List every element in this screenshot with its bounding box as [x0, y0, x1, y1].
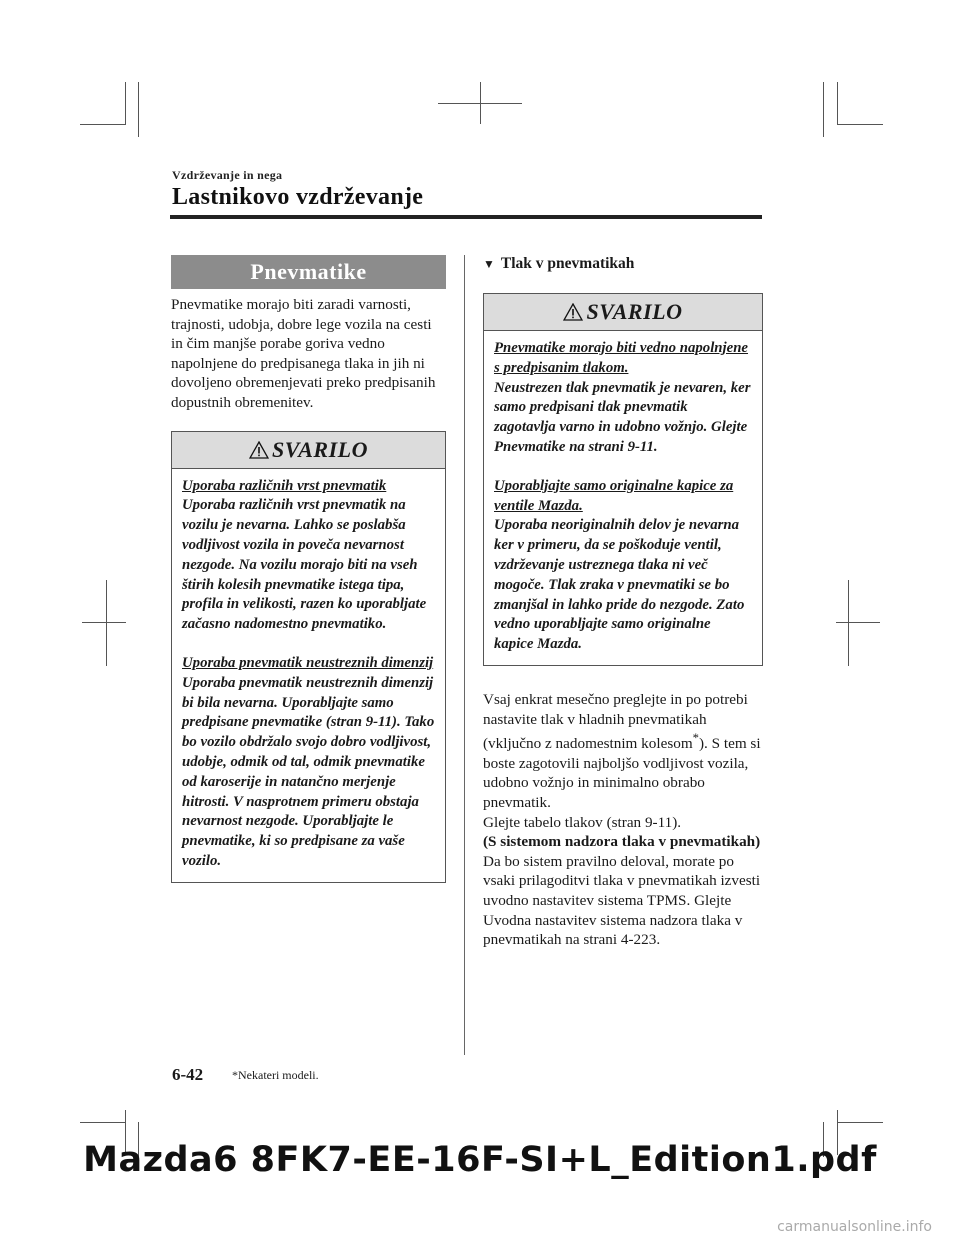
header-rule — [170, 215, 762, 219]
warning-subtitle: Pnevmatike morajo biti vedno napolnjene s predpisanim tlakom. — [494, 340, 749, 376]
section-label: Vzdrževanje in nega — [172, 168, 283, 182]
crop-mark — [106, 580, 107, 666]
warning-box-tire-types — [171, 431, 446, 883]
crop-mark — [837, 1122, 883, 1123]
crop-mark — [823, 82, 824, 137]
page-number: 6-42 — [172, 1065, 204, 1084]
paragraph-check-pressure — [483, 690, 763, 813]
paragraph-text: Vsaj enkrat mesečno preglejte in po potrebi nastavite tlak v hladnih pnevmatikah (vključno z nadomestnim kolesom — [483, 690, 748, 753]
warning-body — [484, 331, 762, 665]
crop-mark — [837, 124, 883, 125]
warning-text: Neustrezen tlak pnevmatik je nevaren, ker samo predpisani tlak pnevmatik zagotavlja varno in udobno vožnjo. Glejte Pnevmatike na strani 9-11. — [494, 379, 751, 455]
crop-mark — [848, 580, 849, 666]
site-watermark: carmanualsonline.info — [777, 1219, 932, 1235]
paragraph-tpms: Da bo sistem pravilno deloval, morate po vsaki prilagoditvi tlaka v pnevmatikah izvesti uvodno nastavitev sistema TPMS. Glejte Uvodna nastavitev sistema nadzora tlaka v pnevmatikah na strani 4-223. — [483, 852, 761, 949]
right-column — [483, 255, 763, 950]
intro-paragraph: Pnevmatike morajo biti zaradi varnosti, trajnosti, udobja, dobre lege vozila na cesti in čim manjše porabe goriva vedno napolnjene do predpisanega tlaka in jih ni dovoljeno obremenjevati preko predpisanih dopustnih obremenitev. — [171, 296, 436, 411]
warning-label: SVARILO — [586, 299, 683, 324]
paragraph-table-ref: Glejte tabelo tlakov (stran 9-11). — [483, 813, 682, 831]
crop-mark — [138, 82, 139, 137]
file-watermark: Mazda6 8FK7-EE-16F-SI+L_Edition1.pdf — [83, 1140, 877, 1180]
warning-subtitle: Uporaba različnih vrst pnevmatik — [182, 477, 387, 494]
crop-mark — [836, 622, 880, 623]
warning-body — [172, 469, 445, 882]
warning-text: Uporaba različnih vrst pnevmatik na vozilu je nevarna. Lahko se poslabša vodljivost vozila in poveča nevarnost nezgode. Na vozilu morajo biti na vseh štirih kolesih pnevmatike istega tipa, profila in velikosti, razen ko uporabljate začasno nadomestno pnevmatiko. — [182, 497, 427, 633]
paragraph-text: ). S tem si boste zagotovili najboljšo vodljivost vozila, udobno vožnjo in minimalno obrabo pnevmatik. — [483, 735, 761, 811]
footnote: *Nekateri modeli. — [232, 1068, 319, 1082]
crop-mark — [125, 82, 126, 124]
footnote-marker: * — [692, 731, 699, 746]
chapter-title: Lastnikovo vzdrževanje — [172, 184, 424, 210]
bold-note: (S sistemom nadzora tlaka v pnevmatikah) — [483, 833, 761, 851]
warning-text: Uporaba pnevmatik neustreznih dimenzij bi bila nevarna. Uporabljajte samo predpisane pnevmatike (stran 9-11). Tako bo vozilo obdržalo svojo dobro vodljivost, udobje, odmik od tal, odmik pnevmatike od karoserije in natančno merjenje hitrosti. V nasprotnem primeru obstaja nevarnost nezgode. Uporabljajte le pnevmatike, ki so predpisane za vaše vozilo. — [182, 674, 435, 869]
crop-mark — [80, 1122, 126, 1123]
warning-header — [172, 432, 445, 469]
warning-box-tire-pressure — [483, 293, 763, 666]
crop-mark — [82, 622, 126, 623]
crop-mark — [837, 82, 838, 124]
column-divider — [464, 255, 465, 1055]
warning-subtitle: Uporabljajte samo originalne kapice za ventile Mazda. — [494, 477, 734, 514]
crop-mark — [438, 103, 522, 104]
crop-mark — [80, 124, 126, 125]
left-column — [171, 255, 446, 883]
section-banner: Pnevmatike — [171, 255, 446, 289]
down-triangle-icon: ▼ — [483, 256, 495, 271]
subheading — [483, 255, 763, 273]
warning-label: SVARILO — [271, 436, 368, 462]
warning-triangle-icon — [563, 303, 583, 321]
warning-text: Uporaba neoriginalnih delov je nevarna ker v primeru, da se poškoduje ventil, vzdrževanje ustreznega tlaka ni več mogoče. Tlak zraka v pnevmatiki se bo zmanjšal in lahko pride do nezgode. Zato vedno uporabljajte samo originalne kapice Mazda. — [494, 517, 745, 653]
warning-subtitle: Uporaba pnevmatik neustreznih dimenzij — [182, 654, 434, 671]
warning-triangle-icon — [249, 441, 269, 459]
subheading-label: Tlak v pnevmatikah — [500, 255, 635, 272]
warning-header — [484, 294, 762, 331]
